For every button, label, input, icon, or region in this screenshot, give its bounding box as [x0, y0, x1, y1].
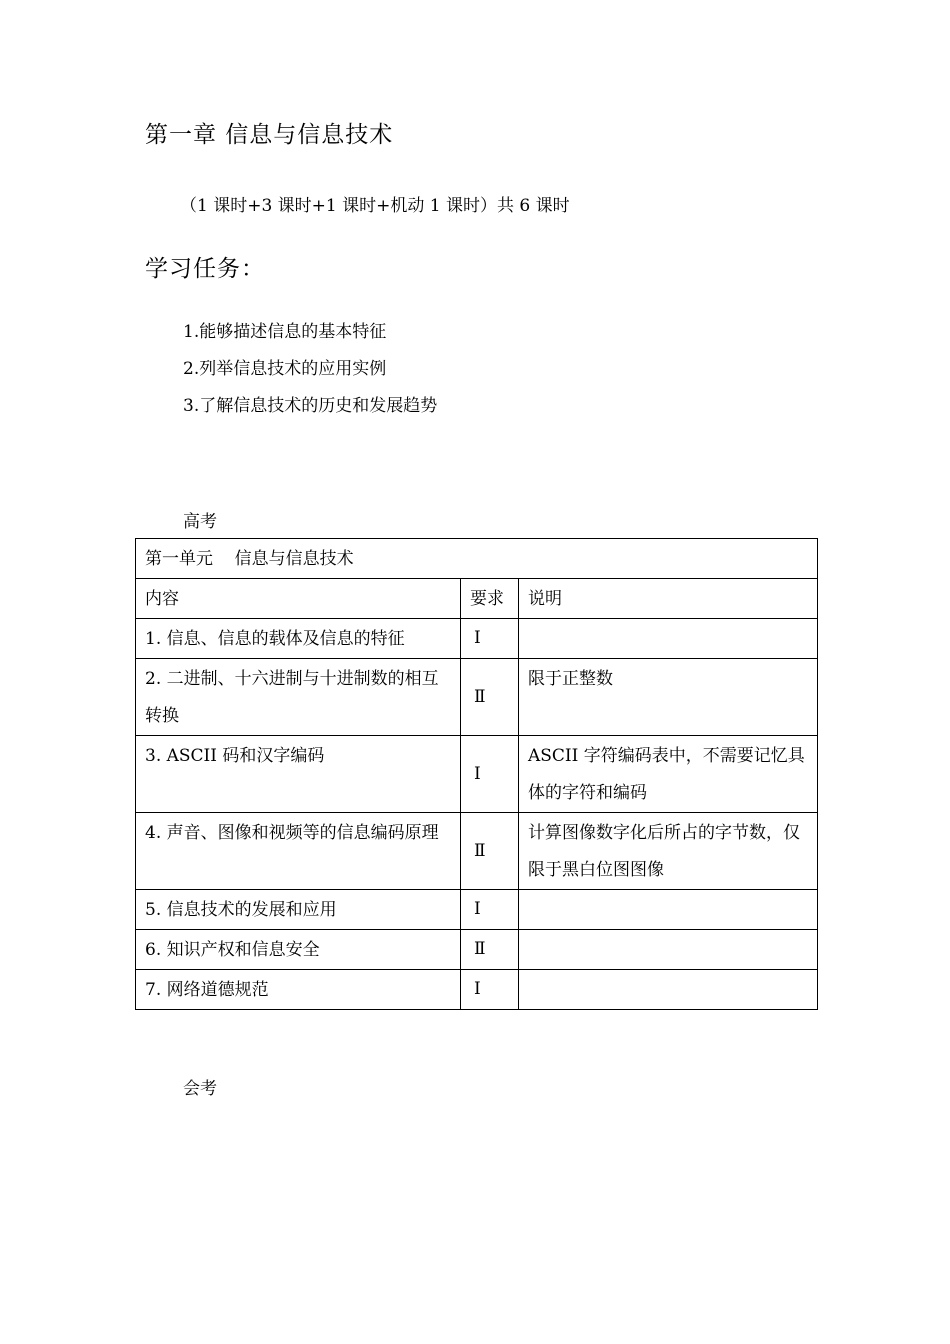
requirement-cell: Ⅰ: [461, 619, 519, 659]
class-hours: （1 课时+3 课时+1 课时+机动 1 课时）共 6 课时: [180, 196, 570, 216]
content-cell: 1. 信息、信息的载体及信息的特征: [136, 619, 461, 659]
content-cell: 3. ASCII 码和汉字编码: [136, 736, 461, 813]
requirement-cell: Ⅱ: [461, 930, 519, 970]
requirement-cell: Ⅰ: [461, 970, 519, 1010]
note-cell: [519, 619, 818, 659]
requirement-cell: Ⅰ: [461, 736, 519, 813]
unit-title-row: [136, 539, 818, 579]
header-content: 内容: [136, 579, 461, 619]
note-cell: [519, 890, 818, 930]
task-list: [183, 318, 437, 429]
tasks-heading: 学习任务：: [145, 256, 265, 282]
table-row: [136, 930, 818, 970]
note-cell: [519, 930, 818, 970]
task-item: 3.了解信息技术的历史和发展趋势: [183, 396, 438, 416]
requirement-cell: Ⅱ: [461, 813, 519, 890]
table-header-row: [136, 579, 818, 619]
note-cell: 限于正整数: [519, 659, 818, 736]
table-row: [136, 659, 818, 736]
task-item: 2.列举信息技术的应用实例: [183, 359, 387, 379]
gaokao-label: 高考: [183, 512, 217, 532]
table-row: [136, 736, 818, 813]
table-row: [136, 619, 818, 659]
content-cell: 7. 网络道德规范: [136, 970, 461, 1010]
task-item: 1.能够描述信息的基本特征: [183, 322, 387, 342]
unit-title-cell: 第一单元 信息与信息技术: [136, 539, 818, 579]
requirement-cell: Ⅰ: [461, 890, 519, 930]
content-cell: 2. 二进制、十六进制与十进制数的相互转换: [136, 659, 461, 736]
content-cell: 4. 声音、图像和视频等的信息编码原理: [136, 813, 461, 890]
content-cell: 5. 信息技术的发展和应用: [136, 890, 461, 930]
table-row: [136, 970, 818, 1010]
syllabus-table: [135, 538, 818, 1010]
table-row: [136, 813, 818, 890]
huikao-label: 会考: [183, 1079, 217, 1099]
header-requirement: 要求: [461, 579, 519, 619]
content-cell: 6. 知识产权和信息安全: [136, 930, 461, 970]
note-cell: [519, 970, 818, 1010]
header-note: 说明: [519, 579, 818, 619]
note-cell: ASCII 字符编码表中，不需要记忆具体的字符和编码: [519, 736, 818, 813]
table-row: [136, 890, 818, 930]
note-cell: 计算图像数字化后所占的字节数，仅限于黑白位图图像: [519, 813, 818, 890]
chapter-title: 第一章 信息与信息技术: [145, 122, 394, 148]
requirement-cell: Ⅱ: [461, 659, 519, 736]
